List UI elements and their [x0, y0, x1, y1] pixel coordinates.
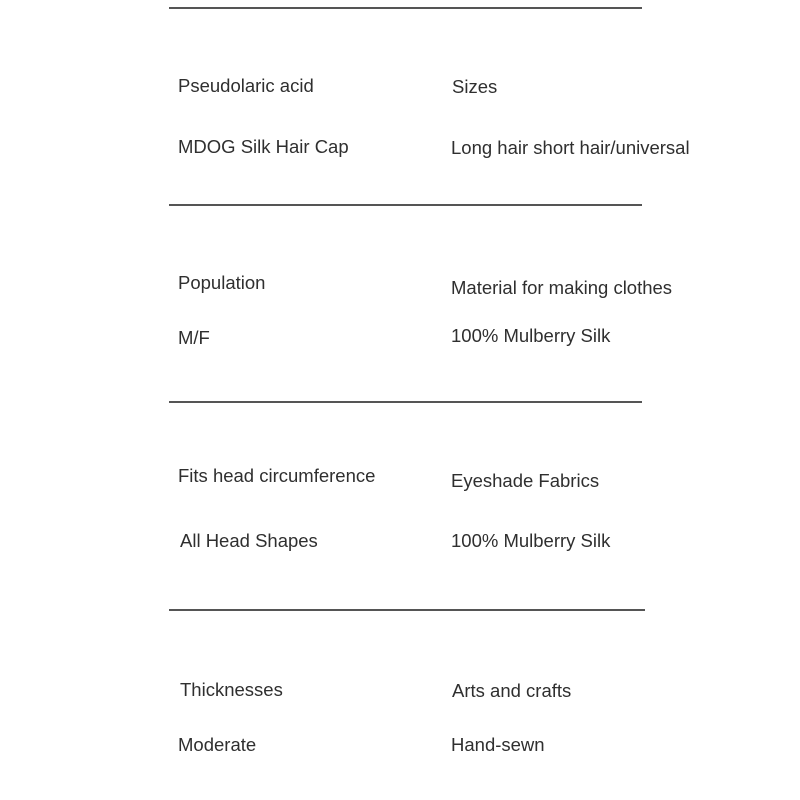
material-value: 100% Mulberry Silk — [451, 325, 611, 346]
divider-top — [169, 7, 642, 9]
divider-1 — [169, 204, 642, 206]
eyeshade-fabrics-label: Eyeshade Fabrics — [451, 470, 600, 491]
eyeshade-fabrics-value: 100% Mulberry Silk — [451, 530, 611, 551]
sizes-value: Long hair short hair/universal — [451, 137, 690, 158]
population-label: Population — [178, 272, 266, 293]
divider-3 — [169, 609, 645, 611]
population-value: M/F — [178, 327, 210, 348]
arts-crafts-label: Arts and crafts — [452, 680, 572, 701]
head-circumference-value: All Head Shapes — [180, 530, 318, 551]
sizes-label: Sizes — [452, 76, 498, 97]
material-label: Material for making clothes — [451, 277, 673, 298]
thickness-label: Thicknesses — [180, 679, 283, 700]
divider-2 — [169, 401, 642, 403]
head-circumference-label: Fits head circumference — [178, 465, 376, 486]
arts-crafts-value: Hand-sewn — [451, 734, 545, 755]
pseudolaric-acid-label: Pseudolaric acid — [178, 75, 314, 96]
product-name-value: MDOG Silk Hair Cap — [178, 136, 349, 157]
thickness-value: Moderate — [178, 734, 257, 755]
